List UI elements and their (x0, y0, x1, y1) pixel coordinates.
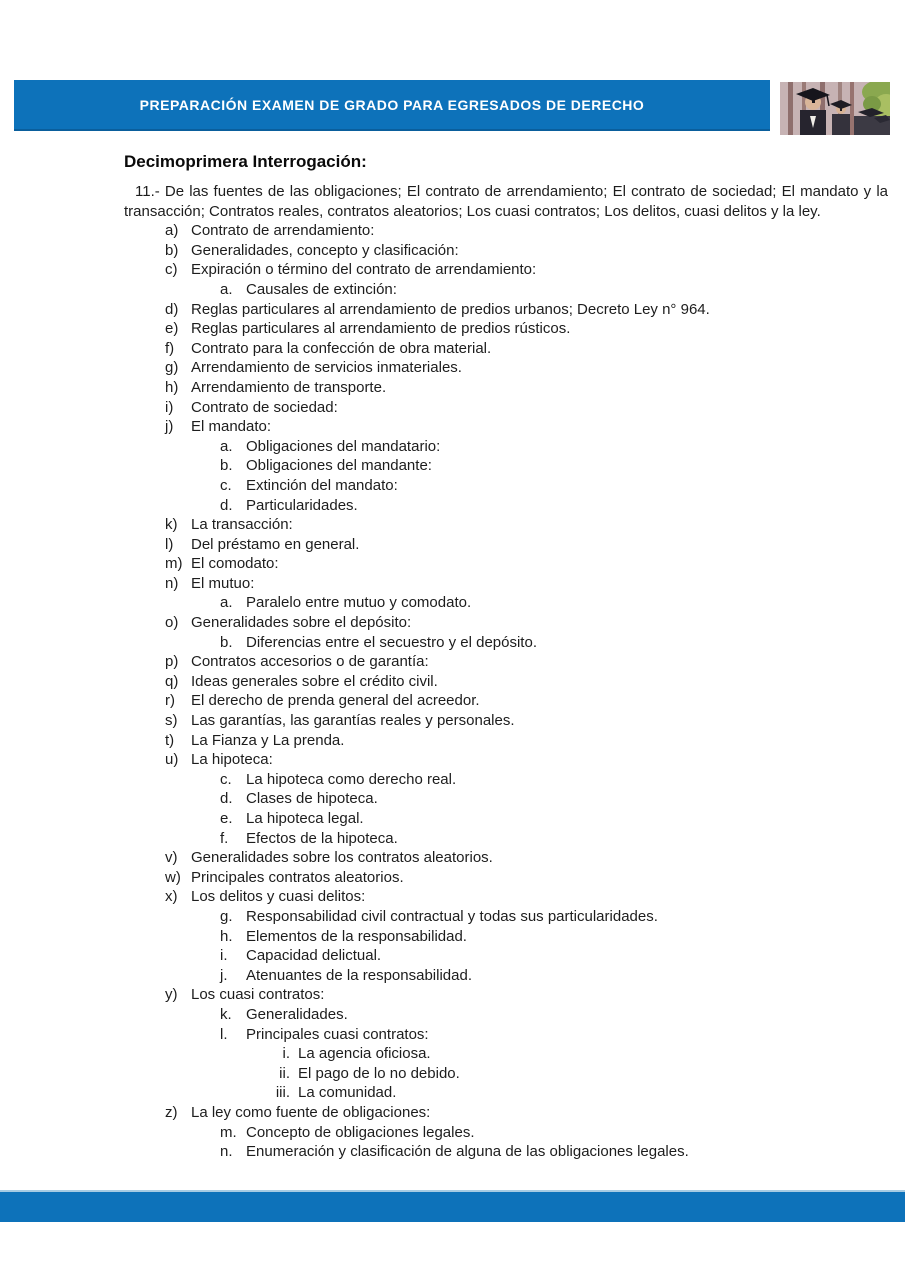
list-item-marker: n) (165, 574, 179, 592)
outline-list (124, 221, 888, 1162)
list-item-marker: t) (165, 731, 175, 749)
list-item-marker: m. (220, 1123, 237, 1141)
list-item-text: Extinción del mandato: (246, 476, 398, 494)
list-item-text: Del préstamo en general. (191, 535, 360, 553)
list-item (124, 1123, 888, 1143)
list-item-text: Paralelo entre mutuo y comodato. (246, 594, 472, 612)
list-item (124, 868, 888, 888)
list-item (124, 1005, 888, 1025)
list-item (124, 319, 888, 339)
list-item-text: Principales cuasi contratos: (246, 1025, 429, 1043)
list-item (124, 358, 888, 378)
list-item-text: La hipoteca legal. (246, 810, 364, 827)
list-item (124, 456, 888, 476)
list-item-text: Generalidades. (246, 1005, 348, 1023)
list-item-marker: d) (165, 300, 179, 318)
list-item (124, 1044, 888, 1064)
header-title: PREPARACIÓN EXAMEN DE GRADO PARA EGRESADOS DE DERECHO (139, 96, 645, 113)
list-item (124, 1064, 888, 1084)
list-item-marker: m) (165, 555, 183, 573)
list-item-marker: k) (165, 516, 178, 534)
list-item-marker: u) (165, 751, 179, 769)
list-item (124, 672, 888, 692)
list-item (124, 985, 888, 1005)
list-item-text: Efectos de la hipoteca. (246, 829, 398, 847)
list-item-text: Atenuantes de la responsabilidad. (246, 966, 472, 984)
list-item-marker: j) (165, 418, 174, 436)
list-item-text: Los delitos y cuasi delitos: (191, 888, 366, 906)
list-item-marker: i. (220, 947, 228, 965)
list-item-text: Elementos de la responsabilidad. (246, 927, 467, 945)
list-item (124, 731, 888, 751)
list-item-marker: h) (165, 378, 179, 396)
list-item (124, 848, 888, 868)
list-item-marker: l. (220, 1025, 228, 1043)
list-item (124, 221, 888, 241)
list-item (124, 633, 888, 653)
list-item (124, 300, 888, 320)
list-item-text: Arrendamiento de servicios inmateriales. (191, 359, 462, 377)
list-item (124, 241, 888, 261)
list-item (124, 1083, 888, 1103)
list-item-text: Concepto de obligaciones legales. (246, 1123, 475, 1141)
list-item-marker: a. (220, 280, 233, 298)
list-item (124, 1103, 888, 1123)
list-item (124, 339, 888, 359)
list-item-marker: b. (220, 633, 233, 651)
list-item-marker: iii. (275, 1084, 290, 1102)
list-item-marker: g. (220, 907, 233, 925)
list-item (124, 535, 888, 555)
list-item-text: Reglas particulares al arrendamiento de predios rústicos. (191, 320, 571, 338)
list-item-text: Diferencias entre el secuestro y el depósito. (246, 633, 537, 651)
list-item (124, 1142, 888, 1162)
list-item-marker: f. (220, 829, 229, 847)
list-item-text: Capacidad delictual. (246, 947, 382, 965)
list-item (124, 280, 888, 300)
list-item-text: Obligaciones del mandante: (246, 457, 432, 475)
list-item-marker: ii. (279, 1064, 290, 1082)
list-item-marker: f) (165, 339, 175, 357)
list-item-marker: e) (165, 320, 179, 338)
list-item-marker: a. (220, 594, 233, 612)
list-item (124, 652, 888, 672)
list-item-marker: b) (165, 241, 179, 259)
document-body (124, 152, 888, 1162)
list-item-text: Los cuasi contratos: (191, 986, 325, 1004)
list-item-marker: c. (220, 476, 232, 494)
list-item-text: Clases de hipoteca. (246, 790, 378, 808)
list-item-text: El mandato: (191, 418, 272, 436)
list-item-marker: s) (165, 712, 178, 730)
list-item-marker: x) (165, 888, 178, 906)
list-item-text: El comodato: (191, 555, 279, 573)
list-item-text: La hipoteca: (191, 751, 273, 769)
list-item (124, 437, 888, 457)
list-item (124, 398, 888, 418)
list-item-text: Obligaciones del mandatario: (246, 437, 441, 455)
list-item-text: Contratos accesorios o de garantía: (191, 653, 429, 671)
list-item-marker: o) (165, 614, 179, 632)
list-item (124, 613, 888, 633)
graduation-ceremony-photo (780, 82, 890, 135)
list-item-marker: b. (220, 457, 233, 475)
list-item-marker: d. (220, 496, 233, 514)
list-item-marker: l) (165, 535, 174, 553)
list-item-text: La agencia oficiosa. (298, 1045, 431, 1063)
list-item-text: Contrato de sociedad: (191, 398, 338, 416)
list-item (124, 417, 888, 437)
list-item (124, 789, 888, 809)
list-item (124, 554, 888, 574)
list-item (124, 476, 888, 496)
list-item (124, 691, 888, 711)
list-item-marker: a) (165, 222, 179, 240)
list-item-marker: c) (165, 261, 178, 279)
list-item-text: La comunidad. (298, 1084, 397, 1102)
list-item-text: La hipoteca como derecho real. (246, 770, 457, 788)
list-item (124, 574, 888, 594)
list-item (124, 966, 888, 986)
footer-bar (0, 1190, 905, 1222)
list-item-text: Reglas particulares al arrendamiento de predios urbanos; Decreto Ley n° 964. (191, 300, 710, 318)
list-item-marker: g) (165, 359, 179, 377)
list-item (124, 927, 888, 947)
list-item-text: Causales de extinción: (246, 280, 397, 298)
list-item (124, 907, 888, 927)
list-item-marker: e. (220, 810, 233, 827)
list-item (124, 496, 888, 516)
list-item-text: Expiración o término del contrato de arrendamiento: (191, 261, 537, 279)
list-item (124, 515, 888, 535)
list-item-marker: a. (220, 437, 233, 455)
list-item-text: La Fianza y La prenda. (191, 731, 345, 749)
list-item-text: El derecho de prenda general del acreedor. (191, 692, 480, 710)
list-item-marker: v) (165, 849, 178, 867)
list-item-marker: c. (220, 770, 232, 788)
list-item-text: Arrendamiento de transporte. (191, 378, 387, 396)
list-item (124, 750, 888, 770)
list-item-text: Particularidades. (246, 496, 358, 514)
list-item-text: El pago de lo no debido. (298, 1064, 460, 1082)
list-item (124, 946, 888, 966)
list-item (124, 593, 888, 613)
list-item-text: Responsabilidad civil contractual y todas sus particularidades. (246, 907, 658, 925)
list-item (124, 378, 888, 398)
list-item-marker: n. (220, 1143, 233, 1161)
list-item (124, 809, 888, 829)
list-item-text: Enumeración y clasificación de alguna de las obligaciones legales. (246, 1143, 689, 1161)
list-item-marker: y) (165, 986, 178, 1004)
list-item (124, 1025, 888, 1045)
list-item-marker: r) (165, 692, 175, 710)
list-item-marker: w) (165, 868, 181, 886)
lead-paragraph: 11.- De las fuentes de las obligaciones; El contrato de arrendamiento; El contrato de sociedad; El mandato y la transacción; Contratos reales, contratos aleatorios; Los cuasi contratos; Los delitos, cuasi delitos y la ley. (124, 183, 888, 220)
list-item (124, 770, 888, 790)
list-item-text: La ley como fuente de obligaciones: (191, 1103, 431, 1121)
list-item-text: Ideas generales sobre el crédito civil. (191, 672, 438, 690)
list-item-marker: d. (220, 790, 233, 808)
header-bar (14, 80, 770, 131)
list-item-marker: i) (165, 398, 174, 416)
list-item (124, 260, 888, 280)
list-item-text: Contrato de arrendamiento: (191, 222, 375, 240)
list-item-marker: p) (165, 653, 179, 671)
list-item-marker: q) (165, 672, 179, 690)
list-item (124, 711, 888, 731)
list-item-text: La transacción: (191, 516, 293, 534)
section-heading: Decimoprimera Interrogación: (124, 152, 367, 171)
list-item-marker: z) (165, 1103, 178, 1121)
list-item-text: Las garantías, las garantías reales y personales. (191, 712, 515, 730)
list-item-text: Generalidades sobre los contratos aleatorios. (191, 849, 493, 867)
list-item-marker: h. (220, 927, 233, 945)
list-item-text: Contrato para la confección de obra material. (191, 339, 492, 357)
list-item-text: Generalidades sobre el depósito: (191, 614, 412, 632)
list-item-marker: j. (220, 966, 228, 984)
list-item-text: Generalidades, concepto y clasificación: (191, 241, 459, 259)
list-item (124, 887, 888, 907)
list-item-text: Principales contratos aleatorios. (191, 868, 404, 886)
list-item-text: El mutuo: (191, 574, 255, 592)
list-item-marker: i. (282, 1045, 290, 1063)
list-item-marker: k. (220, 1005, 232, 1023)
list-item (124, 829, 888, 849)
